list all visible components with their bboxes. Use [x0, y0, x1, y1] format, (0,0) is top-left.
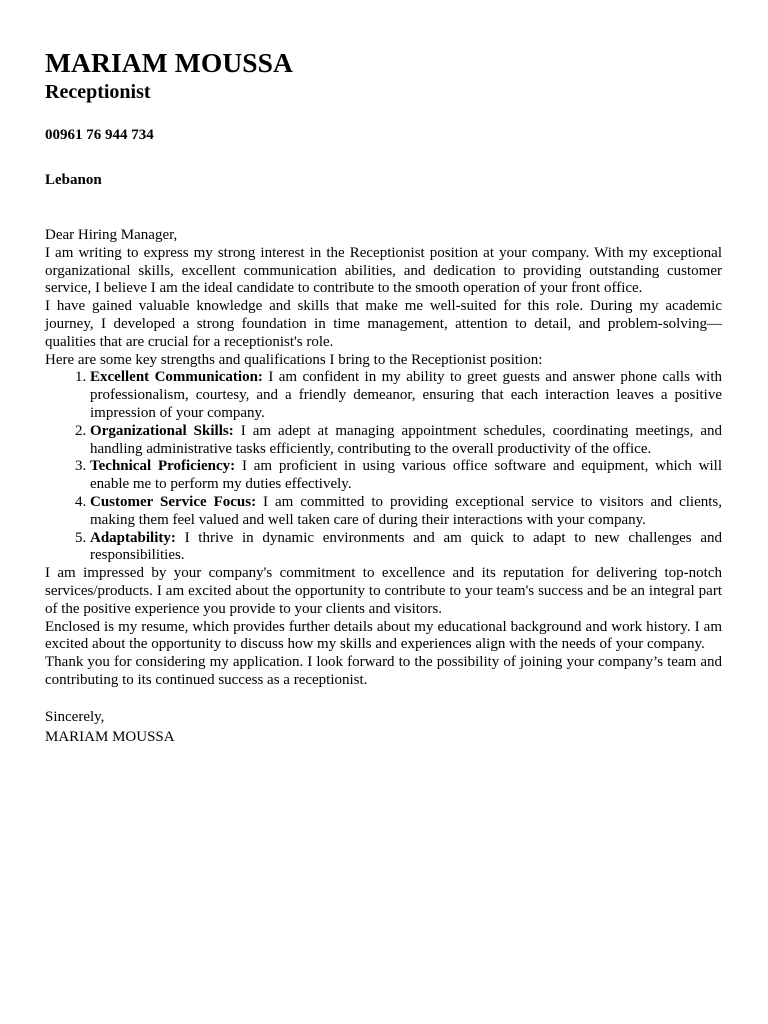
- strength-text: I am adept at managing appointment schedules, coordinating meetings, and handling administrative tasks efficiently, contributing to the overall productivity of the office.: [90, 422, 722, 457]
- strength-text: I am proficient in using various office software and equipment, which will enable me to perform my duties effectively.: [90, 458, 722, 493]
- impressed-paragraph: I am impressed by your company's commitment to excellence and its reputation for delivering top-notch services/products. I am excited about the opportunity to contribute to your team's success and be an integral part of the positive experience you provide to your clients and visitors.: [45, 565, 722, 617]
- experience-paragraph: I have gained valuable knowledge and skills that make me well-suited for this role. During my academic journey, I developed a strong foundation in time management, attention to detail, and problem-solving—qualities that are crucial for a receptionist's role.: [45, 298, 722, 350]
- strength-item: [90, 369, 722, 422]
- closing: Sincerely,: [45, 709, 105, 725]
- strength-lead: Adaptability:: [90, 529, 176, 546]
- strength-item: [90, 458, 722, 494]
- salutation: Dear Hiring Manager,: [45, 227, 178, 243]
- letter-body: [45, 227, 722, 690]
- strength-text: I thrive in dynamic environments and am quick to adapt to new challenges and responsibilities.: [90, 529, 722, 564]
- signature-name: MARIAM MOUSSA: [45, 729, 175, 745]
- strength-item: [90, 530, 722, 566]
- thanks-paragraph: Thank you for considering my application. I look forward to the possibility of joining your company’s team and contributing to its continued success as a receptionist.: [45, 654, 722, 688]
- strengths-list: [45, 369, 722, 565]
- applicant-name: MARIAM MOUSSA: [45, 47, 294, 78]
- strength-lead: Technical Proficiency:: [90, 458, 236, 475]
- job-title: Receptionist: [45, 81, 151, 103]
- enclosed-paragraph: Enclosed is my resume, which provides further details about my educational background and work history. I am excited about the opportunity to discuss how my skills and experiences align with the needs of your company.: [45, 618, 722, 653]
- strength-text: I am confident in my ability to greet guests and answer phone calls with professionalism, courtesy, and a friendly demeanor, ensuring that each interaction leaves a positive impression of your company.: [90, 369, 722, 421]
- location: Lebanon: [45, 172, 102, 188]
- intro-paragraph: I am writing to express my strong interest in the Receptionist position at your company. With my exceptional organizational skills, excellent communication abilities, and dedication to providing outstanding customer service, I believe I am the ideal candidate to contribute to the smooth operation of your front office.: [45, 244, 722, 297]
- strength-lead: Organizational Skills:: [90, 422, 234, 439]
- strength-item: [90, 423, 722, 459]
- strength-text: I am committed to providing exceptional service to visitors and clients, making them feel valued and well taken care of during their interactions with your company.: [90, 493, 723, 528]
- strength-lead: Excellent Communication:: [90, 369, 263, 386]
- strength-lead: Customer Service Focus:: [90, 493, 257, 510]
- strengths-intro: Here are some key strengths and qualifications I bring to the Receptionist position:: [45, 351, 543, 368]
- phone-number: 00961 76 944 734: [45, 127, 154, 143]
- strength-item: [90, 494, 722, 530]
